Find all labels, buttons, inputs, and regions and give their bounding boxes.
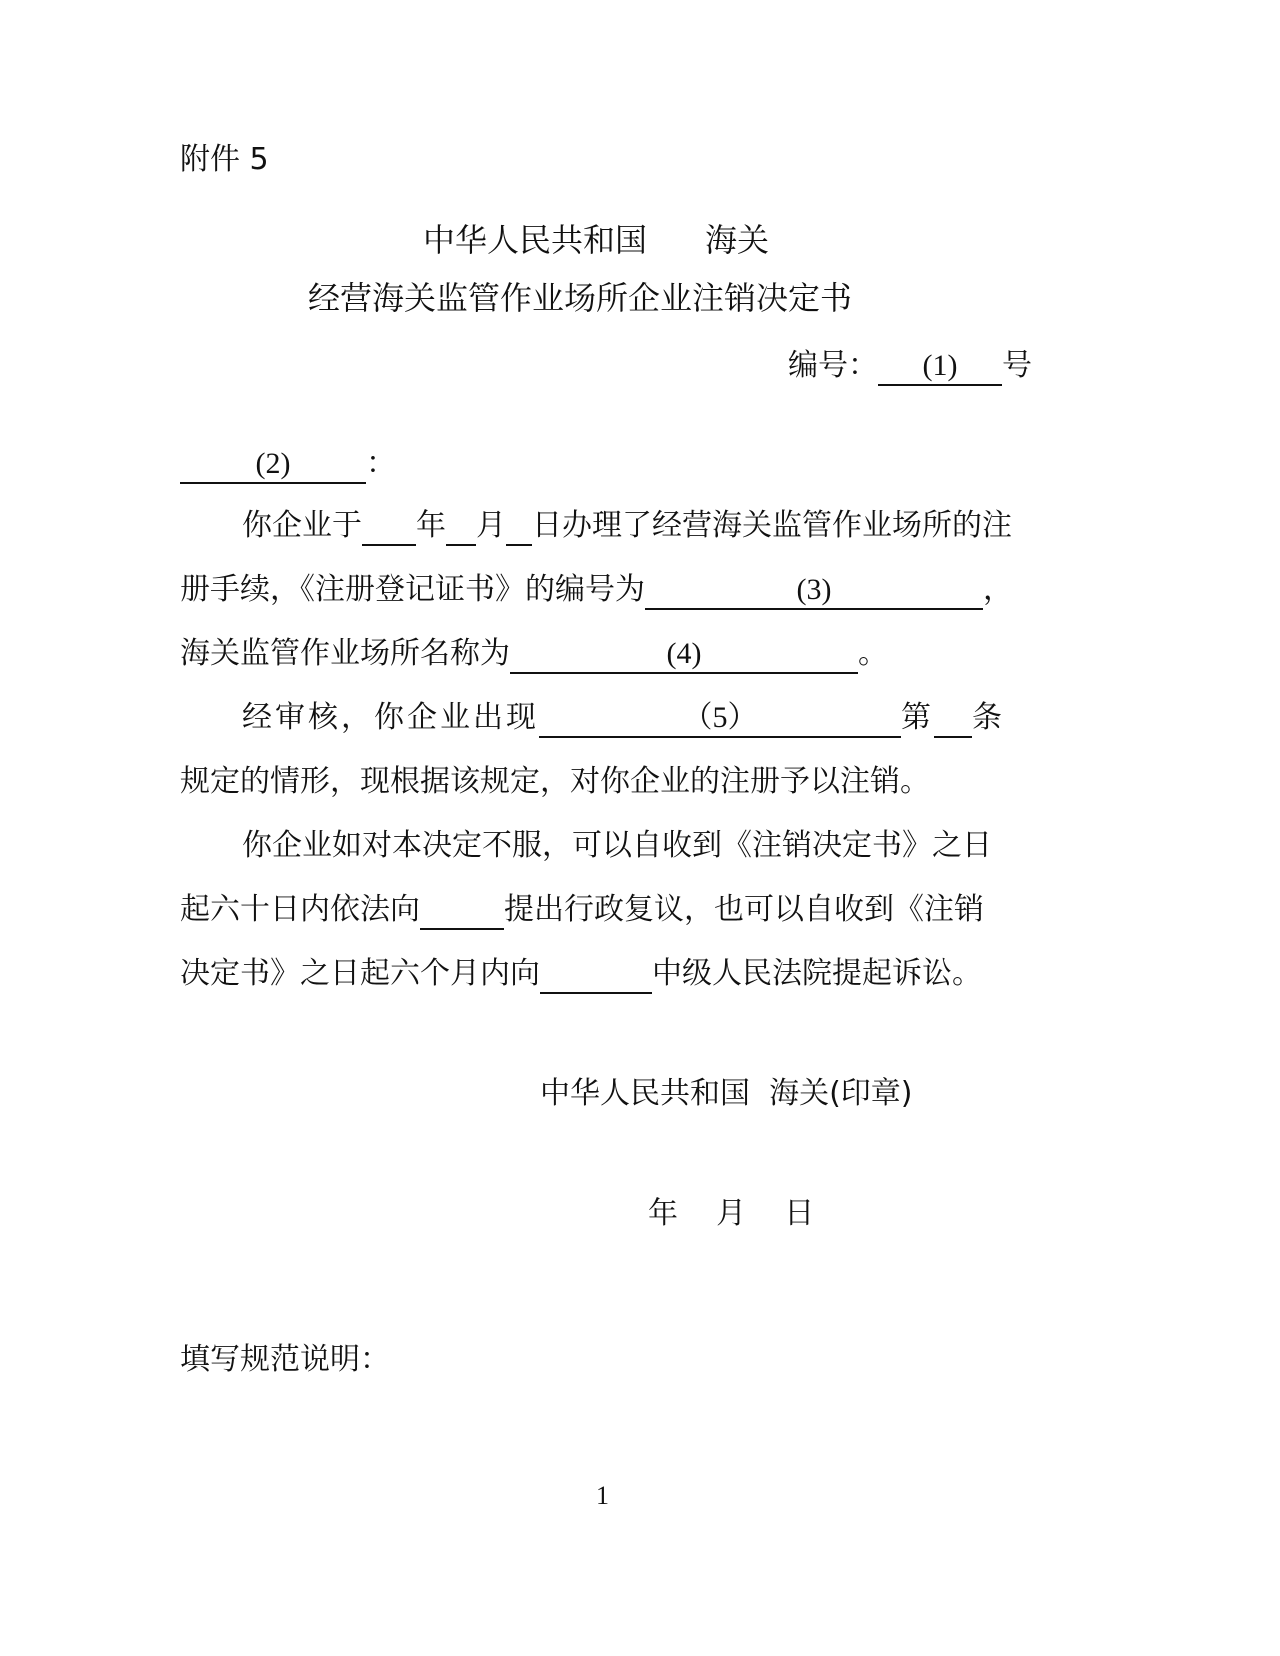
document-number	[788, 346, 1032, 386]
year-blank	[362, 508, 416, 546]
site-name-blank: (4)	[510, 636, 858, 674]
para3-line2: 起六十日内依法向 提出行政复议，也可以自收到《注销	[180, 890, 984, 930]
para1-line2: 册手续，《注册登记证书》的编号为 (3) ，	[180, 570, 1013, 610]
title-line-1	[423, 220, 769, 260]
addressee-blank: (2)	[180, 446, 366, 484]
para2-line2: 规定的情形，现根据该规定，对你企业的注册予以注销。	[180, 764, 930, 799]
certificate-number-blank: (3)	[645, 572, 983, 610]
addressee-line	[180, 444, 396, 484]
number-blank: (1)	[878, 348, 1002, 386]
para2-line1: 经审核，你企业出现 （5） 第 条	[242, 698, 1005, 738]
para1-line1: 你企业于 年 月 日办理了经营海关监管作业场所的注	[242, 506, 1012, 546]
para3-line3: 决定书》之日起六个月内向 中级人民法院提起诉讼。	[180, 954, 982, 994]
month-blank	[446, 508, 476, 546]
clause-blank: （5）	[539, 700, 901, 738]
title-country: 中华人民共和国	[423, 221, 648, 259]
review-authority-blank	[420, 892, 504, 930]
number-label: 编号：	[788, 348, 878, 383]
number-suffix: 号	[1002, 348, 1032, 383]
instructions-label: 填写规范说明：	[180, 1342, 390, 1377]
attachment-label: 附件 5	[180, 142, 269, 177]
signature-org: 中华人民共和国 海关(印章)	[540, 1076, 913, 1111]
para3-line1: 你企业如对本决定不服，可以自收到《注销决定书》之日	[242, 828, 992, 863]
title-customs: 海关	[705, 221, 770, 259]
title-line-2: 经营海关监管作业场所企业注销决定书	[308, 279, 853, 317]
page-number: 1	[596, 1481, 609, 1510]
court-blank	[540, 956, 652, 994]
para1-line3: 海关监管作业场所名称为 (4) 。	[180, 634, 888, 674]
signature-date: 年 月 日	[648, 1196, 815, 1231]
addressee-suffix: ：	[366, 446, 396, 481]
article-blank	[934, 700, 972, 738]
day-blank	[506, 508, 532, 546]
